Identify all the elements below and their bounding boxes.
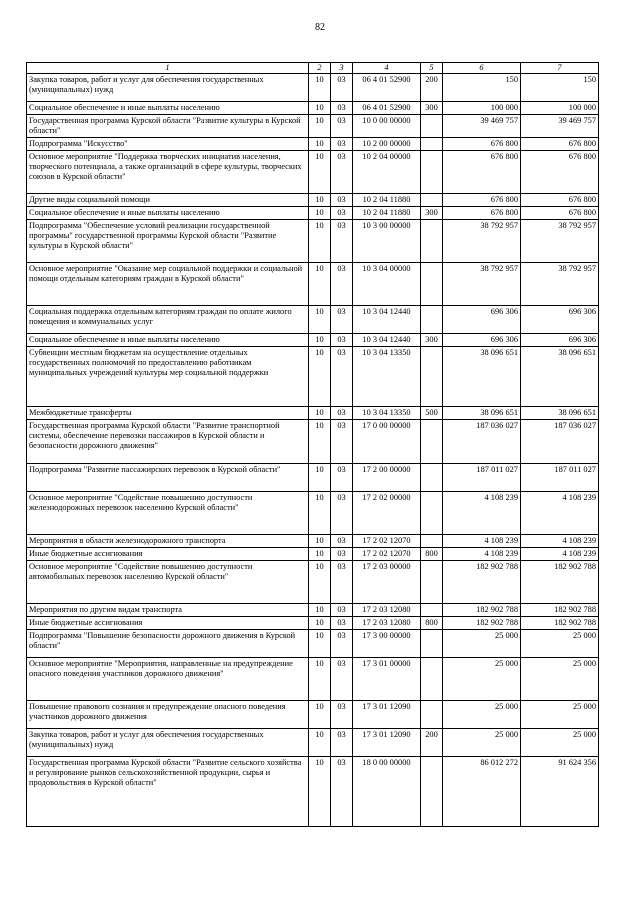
row-sum-2-cell: 696 306 (521, 306, 599, 334)
row-expense-type-cell (421, 658, 443, 701)
row-sum-1-cell: 696 306 (443, 306, 521, 334)
row-sum-2-cell: 38 096 651 (521, 347, 599, 407)
row-sum-2-cell: 182 902 788 (521, 604, 599, 617)
row-subsection-cell: 03 (331, 757, 353, 827)
row-subsection-cell: 03 (331, 151, 353, 194)
row-target-code-cell: 06 4 01 52900 (353, 74, 421, 102)
table-row (27, 561, 599, 604)
row-section-cell: 10 (309, 207, 331, 220)
row-expense-type-cell (421, 492, 443, 535)
row-subsection-cell: 03 (331, 548, 353, 561)
row-sum-1-cell: 4 108 239 (443, 492, 521, 535)
table-row (27, 306, 599, 334)
row-section-cell: 10 (309, 658, 331, 701)
row-sum-2-cell: 38 792 957 (521, 220, 599, 263)
table-row (27, 548, 599, 561)
row-expense-type-cell (421, 347, 443, 407)
row-sum-1-cell: 676 800 (443, 151, 521, 194)
table-row (27, 347, 599, 407)
row-section-cell: 10 (309, 151, 331, 194)
row-target-code-cell: 10 2 00 00000 (353, 138, 421, 151)
row-sum-2-cell: 91 624 356 (521, 757, 599, 827)
row-sum-2-cell: 182 902 788 (521, 561, 599, 604)
table-row (27, 194, 599, 207)
table-row (27, 138, 599, 151)
row-sum-1-cell: 696 306 (443, 334, 521, 347)
row-name-cell: Подпрограмма "Искусство" (27, 138, 309, 151)
header-col-subsection: 3 (331, 63, 353, 74)
row-expense-type-cell (421, 604, 443, 617)
table-row (27, 757, 599, 827)
row-sum-1-cell: 187 011 027 (443, 464, 521, 492)
row-subsection-cell: 03 (331, 347, 353, 407)
table-row (27, 617, 599, 630)
row-target-code-cell: 17 0 00 00000 (353, 420, 421, 464)
row-subsection-cell: 03 (331, 207, 353, 220)
row-sum-1-cell: 25 000 (443, 658, 521, 701)
row-section-cell: 10 (309, 630, 331, 658)
row-name-cell: Подпрограмма "Развитие пассажирских перевозок в Курской области" (27, 464, 309, 492)
header-col-section: 2 (309, 63, 331, 74)
page-number: 82 (315, 22, 325, 33)
row-name-cell: Социальное обеспечение и иные выплаты населению (27, 102, 309, 115)
header-col-target-code: 4 (353, 63, 421, 74)
table-row (27, 102, 599, 115)
row-sum-1-cell: 4 108 239 (443, 535, 521, 548)
table-row (27, 420, 599, 464)
row-expense-type-cell (421, 306, 443, 334)
row-sum-2-cell: 25 000 (521, 701, 599, 729)
row-sum-1-cell: 86 012 272 (443, 757, 521, 827)
row-sum-1-cell: 187 036 027 (443, 420, 521, 464)
row-section-cell: 10 (309, 561, 331, 604)
row-sum-2-cell: 676 800 (521, 194, 599, 207)
row-target-code-cell: 06 4 01 52900 (353, 102, 421, 115)
row-subsection-cell: 03 (331, 194, 353, 207)
row-target-code-cell: 17 3 01 00000 (353, 658, 421, 701)
row-target-code-cell: 17 2 00 00000 (353, 464, 421, 492)
row-section-cell: 10 (309, 464, 331, 492)
row-section-cell: 10 (309, 102, 331, 115)
row-name-cell: Социальная поддержка отдельным категориям граждан по оплате жилого помещения и коммунальных услуг (27, 306, 309, 334)
row-subsection-cell: 03 (331, 138, 353, 151)
table-row (27, 729, 599, 757)
row-target-code-cell: 17 2 02 12070 (353, 548, 421, 561)
row-section-cell: 10 (309, 617, 331, 630)
row-name-cell: Основное мероприятие "Содействие повышению доступности автомобильных перевозок населению Курской области" (27, 561, 309, 604)
row-section-cell: 10 (309, 535, 331, 548)
row-subsection-cell: 03 (331, 115, 353, 138)
row-sum-1-cell: 182 902 788 (443, 561, 521, 604)
row-sum-2-cell: 38 792 957 (521, 263, 599, 306)
row-sum-2-cell: 39 469 757 (521, 115, 599, 138)
row-sum-1-cell: 38 792 957 (443, 263, 521, 306)
row-expense-type-cell: 200 (421, 729, 443, 757)
row-target-code-cell: 17 2 03 12080 (353, 617, 421, 630)
row-sum-1-cell: 150 (443, 74, 521, 102)
row-expense-type-cell (421, 220, 443, 263)
row-section-cell: 10 (309, 306, 331, 334)
row-section-cell: 10 (309, 407, 331, 420)
row-expense-type-cell: 800 (421, 617, 443, 630)
row-sum-2-cell: 676 800 (521, 207, 599, 220)
table-row (27, 151, 599, 194)
row-name-cell: Социальное обеспечение и иные выплаты населению (27, 207, 309, 220)
row-sum-2-cell: 25 000 (521, 630, 599, 658)
row-section-cell: 10 (309, 194, 331, 207)
table-row (27, 74, 599, 102)
row-expense-type-cell: 300 (421, 102, 443, 115)
row-section-cell: 10 (309, 347, 331, 407)
table-row (27, 207, 599, 220)
row-sum-1-cell: 25 000 (443, 701, 521, 729)
row-sum-1-cell: 38 096 651 (443, 407, 521, 420)
row-name-cell: Подпрограмма "Повышение безопасности дорожного движения в Курской области" (27, 630, 309, 658)
row-expense-type-cell (421, 263, 443, 306)
row-subsection-cell: 03 (331, 464, 353, 492)
row-target-code-cell: 18 0 00 00000 (353, 757, 421, 827)
row-section-cell: 10 (309, 334, 331, 347)
row-name-cell: Иные бюджетные ассигнования (27, 617, 309, 630)
row-section-cell: 10 (309, 701, 331, 729)
row-sum-2-cell: 182 902 788 (521, 617, 599, 630)
table-row (27, 263, 599, 306)
header-col-name: 1 (27, 63, 309, 74)
row-sum-2-cell: 676 800 (521, 138, 599, 151)
table-row (27, 464, 599, 492)
row-expense-type-cell (421, 151, 443, 194)
row-target-code-cell: 17 2 03 12080 (353, 604, 421, 617)
row-section-cell: 10 (309, 492, 331, 535)
table-row (27, 220, 599, 263)
row-name-cell: Мероприятия по другим видам транспорта (27, 604, 309, 617)
row-name-cell: Межбюджетные трансферты (27, 407, 309, 420)
row-subsection-cell: 03 (331, 561, 353, 604)
row-subsection-cell: 03 (331, 492, 353, 535)
row-name-cell: Закупка товаров, работ и услуг для обеспечения государственных (муниципальных) нужд (27, 729, 309, 757)
row-sum-1-cell: 4 108 239 (443, 548, 521, 561)
row-name-cell: Государственная программа Курской области "Развитие транспортной системы, обеспечение перевозки пассажиров в Курской области и безопасности дорожного движения" (27, 420, 309, 464)
row-section-cell: 10 (309, 548, 331, 561)
row-expense-type-cell (421, 464, 443, 492)
row-name-cell: Основное мероприятие "Мероприятия, направленные на предупреждение опасного поведения участников дорожного движения" (27, 658, 309, 701)
table-row (27, 334, 599, 347)
table-row (27, 701, 599, 729)
header-col-expense-type: 5 (421, 63, 443, 74)
row-target-code-cell: 17 3 01 12090 (353, 701, 421, 729)
row-section-cell: 10 (309, 729, 331, 757)
row-subsection-cell: 03 (331, 617, 353, 630)
row-sum-2-cell: 4 108 239 (521, 535, 599, 548)
row-section-cell: 10 (309, 138, 331, 151)
table-row (27, 115, 599, 138)
row-target-code-cell: 10 3 00 00000 (353, 220, 421, 263)
row-expense-type-cell: 200 (421, 74, 443, 102)
row-expense-type-cell (421, 115, 443, 138)
row-subsection-cell: 03 (331, 535, 353, 548)
row-sum-1-cell: 100 000 (443, 102, 521, 115)
row-target-code-cell: 10 2 04 11880 (353, 207, 421, 220)
row-name-cell: Закупка товаров, работ и услуг для обеспечения государственных (муниципальных) нужд (27, 74, 309, 102)
row-name-cell: Основное мероприятие "Поддержка творческих инициатив населения, творческого потенциала, а также организаций в сфере культуры, творческих союзов в Курской области" (27, 151, 309, 194)
row-expense-type-cell: 300 (421, 207, 443, 220)
row-sum-2-cell: 676 800 (521, 151, 599, 194)
row-target-code-cell: 10 3 04 12440 (353, 306, 421, 334)
row-target-code-cell: 10 3 04 12440 (353, 334, 421, 347)
row-sum-1-cell: 38 792 957 (443, 220, 521, 263)
row-section-cell: 10 (309, 604, 331, 617)
row-sum-2-cell: 4 108 239 (521, 548, 599, 561)
row-section-cell: 10 (309, 115, 331, 138)
row-sum-1-cell: 676 800 (443, 138, 521, 151)
table-row (27, 407, 599, 420)
row-name-cell: Другие виды социальной помощи (27, 194, 309, 207)
budget-table (26, 62, 599, 827)
row-sum-2-cell: 38 096 651 (521, 407, 599, 420)
row-sum-1-cell: 182 902 788 (443, 617, 521, 630)
row-expense-type-cell (421, 701, 443, 729)
row-name-cell: Иные бюджетные ассигнования (27, 548, 309, 561)
row-subsection-cell: 03 (331, 604, 353, 617)
row-subsection-cell: 03 (331, 306, 353, 334)
row-subsection-cell: 03 (331, 220, 353, 263)
row-name-cell: Государственная программа Курской области "Развитие культуры в Курской области" (27, 115, 309, 138)
row-section-cell: 10 (309, 420, 331, 464)
row-expense-type-cell: 800 (421, 548, 443, 561)
row-expense-type-cell (421, 630, 443, 658)
row-section-cell: 10 (309, 757, 331, 827)
row-expense-type-cell: 300 (421, 334, 443, 347)
row-expense-type-cell (421, 561, 443, 604)
row-expense-type-cell (421, 194, 443, 207)
row-name-cell: Государственная программа Курской области "Развитие сельского хозяйства и регулирование рынков сельскохозяйственной продукции, сырья и продовольствия в Курской области" (27, 757, 309, 827)
row-sum-1-cell: 38 096 651 (443, 347, 521, 407)
row-subsection-cell: 03 (331, 334, 353, 347)
table-header-row (27, 63, 599, 74)
row-sum-1-cell: 25 000 (443, 630, 521, 658)
row-subsection-cell: 03 (331, 420, 353, 464)
row-expense-type-cell (421, 757, 443, 827)
row-target-code-cell: 17 3 01 12090 (353, 729, 421, 757)
table-row (27, 630, 599, 658)
row-sum-2-cell: 4 108 239 (521, 492, 599, 535)
row-name-cell: Подпрограмма "Обеспечение условий реализации государственной программы" государственной программы Курской области "Развитие культуры в Курской области" (27, 220, 309, 263)
row-section-cell: 10 (309, 220, 331, 263)
row-name-cell: Основное мероприятие "Оказание мер социальной поддержки и социальной помощи отдельным категориям граждан в Курской области" (27, 263, 309, 306)
row-name-cell: Социальное обеспечение и иные выплаты населению (27, 334, 309, 347)
row-sum-2-cell: 187 036 027 (521, 420, 599, 464)
row-sum-2-cell: 150 (521, 74, 599, 102)
row-subsection-cell: 03 (331, 263, 353, 306)
row-target-code-cell: 10 3 04 13350 (353, 407, 421, 420)
row-expense-type-cell (421, 535, 443, 548)
row-section-cell: 10 (309, 263, 331, 306)
row-sum-1-cell: 39 469 757 (443, 115, 521, 138)
row-expense-type-cell (421, 138, 443, 151)
row-sum-2-cell: 25 000 (521, 729, 599, 757)
row-target-code-cell: 10 3 04 00000 (353, 263, 421, 306)
row-target-code-cell: 17 2 02 12070 (353, 535, 421, 548)
row-sum-1-cell: 676 800 (443, 207, 521, 220)
row-name-cell: Основное мероприятие "Содействие повышению доступности железнодорожных перевозок населению Курской области" (27, 492, 309, 535)
row-subsection-cell: 03 (331, 701, 353, 729)
table-row (27, 604, 599, 617)
row-name-cell: Мероприятия в области железнодорожного транспорта (27, 535, 309, 548)
row-expense-type-cell (421, 420, 443, 464)
header-col-sum-2: 7 (521, 63, 599, 74)
row-target-code-cell: 17 2 03 00000 (353, 561, 421, 604)
table-row (27, 535, 599, 548)
row-target-code-cell: 10 3 04 13350 (353, 347, 421, 407)
row-sum-2-cell: 100 000 (521, 102, 599, 115)
row-sum-2-cell: 187 011 027 (521, 464, 599, 492)
row-target-code-cell: 17 3 00 00000 (353, 630, 421, 658)
row-subsection-cell: 03 (331, 74, 353, 102)
row-target-code-cell: 10 2 04 11880 (353, 194, 421, 207)
row-sum-1-cell: 676 800 (443, 194, 521, 207)
row-target-code-cell: 17 2 02 00000 (353, 492, 421, 535)
row-section-cell: 10 (309, 74, 331, 102)
row-target-code-cell: 10 2 04 00000 (353, 151, 421, 194)
row-subsection-cell: 03 (331, 407, 353, 420)
row-sum-1-cell: 182 902 788 (443, 604, 521, 617)
row-expense-type-cell: 500 (421, 407, 443, 420)
row-subsection-cell: 03 (331, 729, 353, 757)
row-subsection-cell: 03 (331, 630, 353, 658)
row-target-code-cell: 10 0 00 00000 (353, 115, 421, 138)
row-sum-1-cell: 25 000 (443, 729, 521, 757)
row-name-cell: Повышение правового сознания и предупреждение опасного поведения участников дорожного движения (27, 701, 309, 729)
row-subsection-cell: 03 (331, 102, 353, 115)
table-row (27, 658, 599, 701)
header-col-sum-1: 6 (443, 63, 521, 74)
row-sum-2-cell: 25 000 (521, 658, 599, 701)
row-name-cell: Субвенции местным бюджетам на осуществление отдельных государственных полномочий по предоставлению работникам муниципальных учреждений культуры мер социальной поддержки (27, 347, 309, 407)
table-row (27, 492, 599, 535)
row-subsection-cell: 03 (331, 658, 353, 701)
row-sum-2-cell: 696 306 (521, 334, 599, 347)
